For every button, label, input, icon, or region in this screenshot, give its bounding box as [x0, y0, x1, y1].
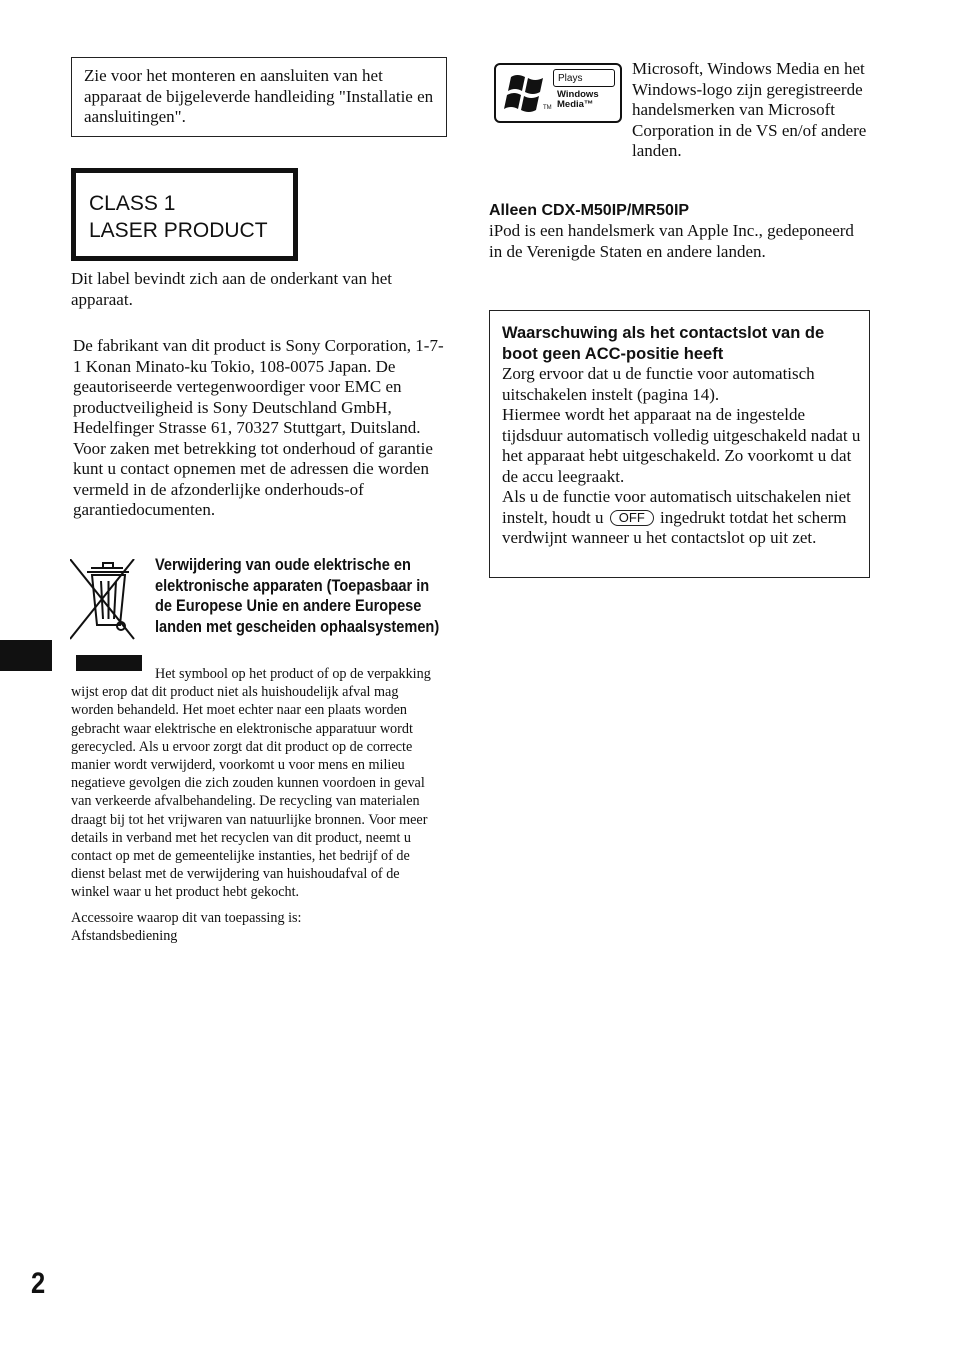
- logo-plays-text: Plays: [558, 73, 583, 84]
- ipod-section: [489, 201, 869, 262]
- ipod-heading: Alleen CDX-M50IP/MR50IP: [489, 202, 690, 219]
- weee-crossed-bin-icon: [70, 559, 146, 674]
- laser-label-line1: CLASS 1: [89, 192, 176, 215]
- section-tab-marker: [0, 640, 52, 671]
- warning-heading: Waarschuwing als het contactslot van de boot geen ACC-positie heeft: [502, 324, 825, 363]
- warning-para-2: Hiermee wordt het apparaat na de ingestelde tijdsduur automatisch volledig uitgeschakeld nadat u het apparaat hebt uitgeschakeld. Zo voorkomt u dat de accu leegraakt.: [502, 405, 861, 486]
- install-note-box: [71, 57, 447, 137]
- page-number: 2: [31, 1267, 46, 1300]
- microsoft-note: Microsoft, Windows Media en het Windows-logo zijn geregistreerde handelsmerken van Microsoft Corporation in de VS en/of andere landen.: [632, 59, 867, 160]
- laser-product-label: [71, 168, 298, 261]
- logo-tm-text: TM: [543, 105, 552, 111]
- warning-para-3-start: Als u de functie voor automatisch uitschakelen niet instelt, houdt u: [502, 487, 851, 527]
- install-note-text: Zie voor het monteren en aansluiten van het apparaat de bijgeleverde handleiding "Installatie en aansluitingen".: [84, 66, 434, 126]
- disposal-accessory: Accessoire waarop dit van toepassing is: Afstandsbediening: [71, 909, 302, 944]
- off-key-label: OFF: [610, 510, 654, 526]
- warning-para-3: [502, 487, 861, 549]
- logo-media-text: Media™: [557, 99, 594, 110]
- disposal-body: Het symbool op het product of op de verpakking wijst erop dat dit product niet als huishoudelijk afval mag worden behandeld. Het moet echter naar een plaats worden gebracht waar elektrische en elektronische apparatuur wordt gerecycled. Als u ervoor zorgt dat dit product op de correcte manier wordt verwijderd, voorkomt u voor mens en milieu negatieve gevolgen die zich zouden kunnen voordoen in geval van verkeerde afvalbehandeling. De recycling van materialen draagt bij tot het vrijwaren van natuurlijke bronnen. Voor meer details in verband met het recyclen van dit product, neemt u contact op met de gemeentelijke instanties, het bedrijf of de dienst belast met de verwijdering van huishoudafval of de winkel waar u het product hebt gekocht.: [71, 666, 431, 901]
- warning-para-1: Zorg ervoor dat u de functie voor automatisch uitschakelen instelt (pagina 14).: [502, 364, 815, 404]
- microsoft-note-wrap: [491, 59, 875, 162]
- warning-para-3-end: ingedrukt totdat het scherm verdwijnt wanneer u het contactslot op uit zet.: [502, 507, 847, 547]
- acc-warning-box: [489, 310, 870, 578]
- logo-windows-text: Windows: [557, 89, 599, 100]
- label-location-note: Dit label bevindt zich aan de onderkant van het apparaat.: [71, 269, 392, 309]
- manufacturer-info: De fabrikant van dit product is Sony Corporation, 1-7-1 Konan Minato-ku Tokio, 108-0075 Japan. De geautoriseerde vertegenwoordiger voor EMC en productveiligheid is Sony Deutschland GmbH, Hedelfinger Strasse 61, 70327 Stuttgart, Duitsland. Voor zaken met betrekking tot onderhoud of garantie kunt u contact opnemen met de adressen die worden vermeld in de afzonderlijke onderhouds-of garantiedocumenten.: [73, 336, 444, 519]
- disposal-heading: Verwijdering van oude elektrische en elektronische apparaten (Toepasbaar in de Europese Unie en andere Europese landen met gescheiden ophaalsystemen): [155, 556, 440, 636]
- disposal-body-wrap: [71, 665, 439, 945]
- laser-label-line2: LASER PRODUCT: [89, 219, 268, 242]
- ipod-note: iPod is een handelsmerk van Apple Inc., gedeponeerd in de Verenigde Staten en andere landen.: [489, 221, 854, 261]
